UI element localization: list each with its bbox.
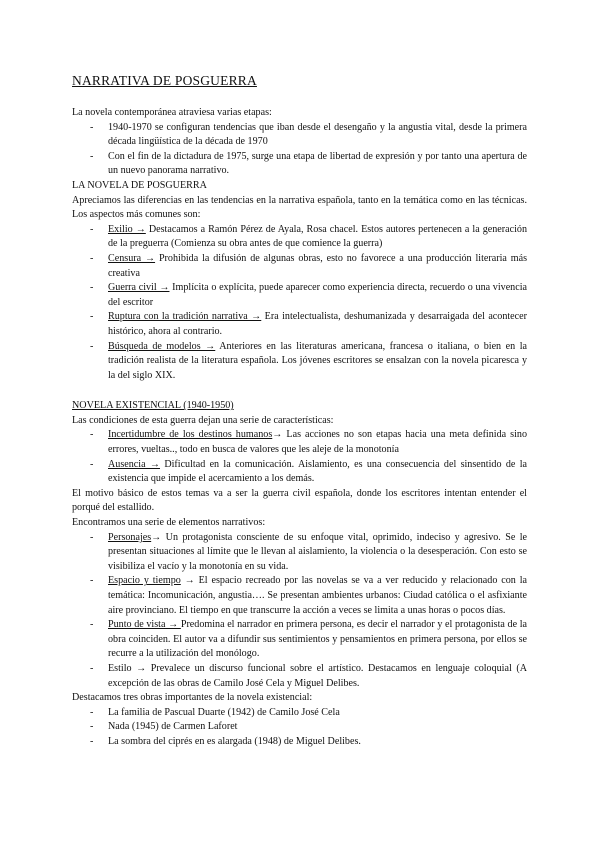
list-item: [72, 458, 527, 487]
section1-intro: Apreciamos las diferencias en las tendencias en la narrativa española, tanto en la temática como en las técnicas. Los aspectos más comunes son:: [72, 194, 527, 221]
stages-list: [72, 121, 527, 179]
list-item: - Con el fin de la dictadura de 1975, surge una etapa de libertad de expresión y por tanto una apertura de un nuevo panorama narrativo.: [72, 150, 527, 179]
list-item: - La familia de Pascual Duarte (1942) de Camilo José Cela: [72, 706, 527, 721]
elements-intro: Encontramos una serie de elementos narrativos:: [72, 517, 266, 529]
item-text: → Un protagonista consciente de su enfoque vital, oprimido, indeciso y agresivo. Se le presentan situaciones al límite que le llevan al aislamiento, la violencia o la desesperación. Con esto se visibiliza el vacío y la monotonía en su vida.: [108, 531, 527, 572]
features-list: [72, 428, 527, 486]
list-item: [72, 252, 527, 281]
list-item: [72, 310, 527, 339]
item-text: Dificultad en la comunicación. Aislamiento, es una consecuencia del sinsentido de la existencia que impide el acercamiento a los demás.: [108, 458, 527, 485]
item-text: Destacamos a Ramón Pérez de Ayala, Rosa chacel. Estos autores pertenecen a la generación de la preguerra (Comienza su obra antes de que comience la guerra): [108, 223, 527, 250]
elements-list: [72, 531, 527, 692]
list-item: - 1940-1970 se configuran tendencias que iban desde el desengaño y la angustia vital, desde la primera década lingüística de la década de 1970: [72, 121, 527, 150]
list-item: [72, 281, 527, 310]
works-intro: Destacamos tres obras importantes de la novela existencial:: [72, 692, 313, 704]
intro-paragraph: La novela contemporánea atraviesa varias etapas:: [72, 107, 272, 118]
item-text: Estilo → Prevalece un discurso funcional sobre el artístico. Destacamos en lenguaje coloquial (A excepción de las obras de Camilo José Cela y Miguel Delibes.: [108, 662, 527, 689]
aspects-list: [72, 223, 527, 384]
item-term: Censura →: [108, 252, 156, 264]
section-heading-posguerra: LA NOVELA DE POSGUERRA: [72, 179, 207, 191]
item-term: Personajes: [108, 531, 152, 543]
section-heading-existencial: NOVELA EXISTENCIAL (1940-1950): [72, 400, 234, 412]
page-title: NARRATIVA DE POSGUERRA: [72, 73, 257, 88]
list-item: [72, 574, 527, 618]
item-text: Anteriores en las literaturas americana, francesa o italiana, o bien en la tradición realista de la literatura española. Los jóvenes escritores se ensalzan con la novela picaresca y la del siglo XIX.: [108, 340, 527, 381]
document-page: [72, 72, 527, 750]
item-term: Guerra civil →: [108, 282, 170, 294]
list-item: - La sombra del ciprés en es alargada (1948) de Miguel Delibes.: [72, 735, 527, 750]
list-item: [72, 531, 527, 575]
item-term: Punto de vista →: [108, 619, 181, 631]
section2-intro: Las condiciones de esta guerra dejan una serie de características:: [72, 414, 334, 426]
item-text: Implícita o explícita, puede aparecer como experiencia directa, recuerdo o una vivencia del escritor: [108, 282, 527, 308]
item-term: Ausencia →: [108, 458, 160, 470]
list-item: [72, 340, 527, 384]
item-text: → Las acciones no son etapas hacia una meta definida sino errores, vueltas.., todo en busca de valores que les aleje de la monotonía: [108, 429, 527, 456]
item-text: Era intelectualista, deshumanizada y desarraigada del acontecer histórico, ahora al contrario.: [108, 311, 527, 337]
motive-paragraph: El motivo básico de estos temas va a ser la guerra civil española, donde los escritores intentan entender el porqué del estallido.: [72, 487, 527, 514]
item-term: Incertidumbre de los destinos humanos: [108, 429, 273, 441]
item-text: → El espacio recreado por las novelas se va a ver reducido y relacionado con la temática: Incomunicación, angustia…. Se presentan ambientes urbanos: Ciudad católica o el asfixiante aire provinciano. El tiempo en que transcurre la acción a veces se limita a unas horas o pocos días.: [108, 575, 527, 616]
list-item: [72, 618, 527, 662]
list-item: [72, 223, 527, 252]
item-term: Ruptura con la tradición narrativa →: [108, 311, 262, 323]
list-item: [72, 662, 527, 691]
item-term: Exilio →: [108, 223, 146, 235]
list-item: - Nada (1945) de Carmen Laforet: [72, 720, 527, 735]
item-term: Espacio y tiempo: [108, 575, 181, 587]
item-term: Búsqueda de modelos →: [108, 340, 216, 352]
works-list: [72, 706, 527, 750]
list-item: [72, 428, 527, 457]
item-text: Prohibida la difusión de algunas obras, esto no favorece a una producción literaria más creativa: [108, 252, 527, 279]
item-text: Predomina el narrador en primera persona, es decir el narrador y el protagonista de la obra coinciden. El autor va a difundir sus sentimientos y pensamientos en primera persona, por ellos se recurre a la utilización del monólogo.: [108, 619, 527, 660]
